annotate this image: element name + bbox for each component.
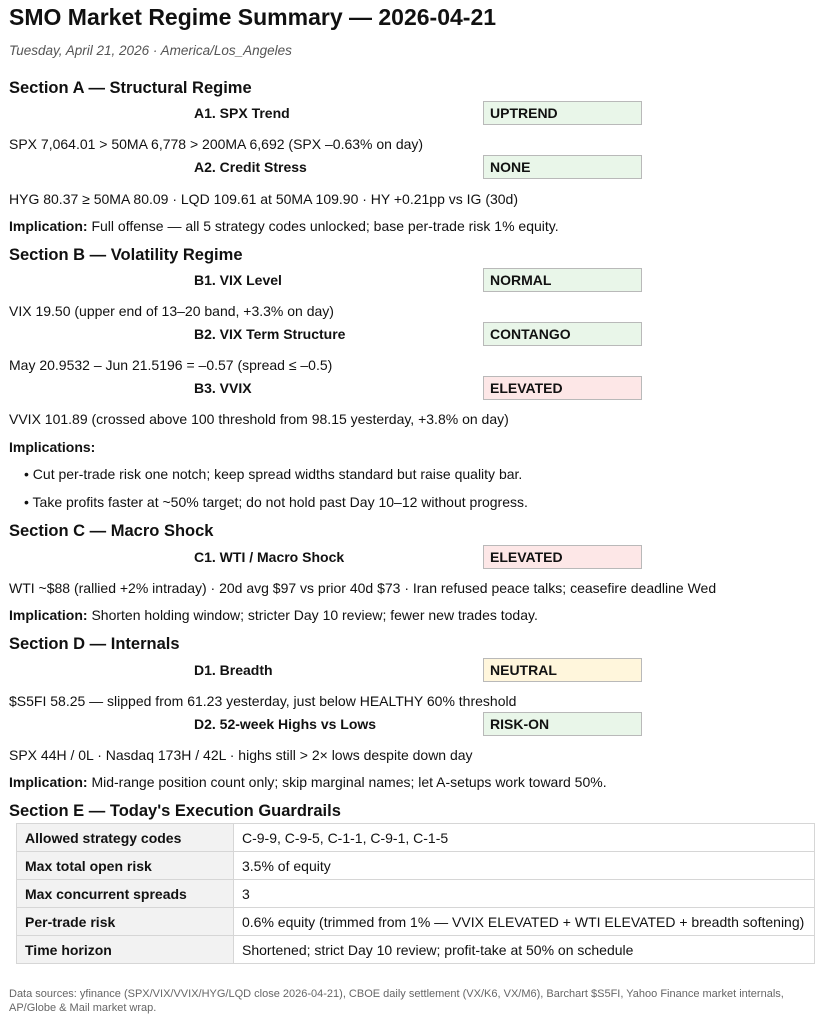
section-b-implications-label: Implications: xyxy=(9,439,96,455)
implication-label: Implication: xyxy=(9,607,88,623)
a2-status-badge: NONE xyxy=(483,155,642,179)
section-c-heading: Section C — Macro Shock xyxy=(9,522,214,540)
c1-detail: WTI ~$88 (rallied +2% intraday) · 20d avg $97 vs prior 40d $73 · Iran refused peace talks; ceasefire deadline Wed xyxy=(9,580,717,596)
bullet-text: Take profits faster at ~50% target; do not hold past Day 10–12 without progress. xyxy=(32,494,528,510)
implication-text: Full offense — all 5 strategy codes unlocked; base per-trade risk 1% equity. xyxy=(91,218,559,234)
table-row xyxy=(17,936,815,964)
section-b-heading: Section B — Volatility Regime xyxy=(9,246,243,264)
guardrail-key: Allowed strategy codes xyxy=(17,824,234,852)
b1-detail: VIX 19.50 (upper end of 13–20 band, +3.3% on day) xyxy=(9,303,334,319)
section-c-implication xyxy=(9,607,538,623)
implication-label: Implication: xyxy=(9,774,88,790)
b3-status-badge: ELEVATED xyxy=(483,376,642,400)
guardrail-value: C-9-9, C-9-5, C-1-1, C-9-1, C-1-5 xyxy=(234,824,815,852)
implication-text: Shorten holding window; stricter Day 10 review; fewer new trades today. xyxy=(91,607,538,623)
d2-detail: SPX 44H / 0L · Nasdaq 173H / 42L · highs still > 2× lows despite down day xyxy=(9,747,473,763)
a1-status-badge: UPTREND xyxy=(483,101,642,125)
d2-status-badge: RISK-ON xyxy=(483,712,642,736)
a2-detail: HYG 80.37 ≥ 50MA 80.09 · LQD 109.61 at 50MA 109.90 · HY +0.21pp vs IG (30d) xyxy=(9,191,519,207)
section-b-bullet: • Cut per-trade risk one notch; keep spread widths standard but raise quality bar. xyxy=(24,466,523,482)
implication-text: Mid-range position count only; skip marginal names; let A-setups work toward 50%. xyxy=(91,774,607,790)
b2-status-badge: CONTANGO xyxy=(483,322,642,346)
guardrail-key: Max total open risk xyxy=(17,852,234,880)
implication-label: Implication: xyxy=(9,218,88,234)
guardrail-value: 3 xyxy=(234,880,815,908)
section-e-heading: Section E — Today's Execution Guardrails xyxy=(9,802,341,820)
section-d-heading: Section D — Internals xyxy=(9,635,180,653)
d2-highs-lows-label: D2. 52-week Highs vs Lows xyxy=(194,716,377,732)
guardrail-value: 0.6% equity (trimmed from 1% — VVIX ELEVATED + WTI ELEVATED + breadth softening) xyxy=(234,908,815,936)
c1-wti-label: C1. WTI / Macro Shock xyxy=(194,549,345,565)
section-a-implication xyxy=(9,218,559,234)
b3-vvix-label: B3. VVIX xyxy=(194,380,252,396)
b3-detail: VVIX 101.89 (crossed above 100 threshold from 98.15 yesterday, +3.8% on day) xyxy=(9,411,509,427)
a2-credit-stress-label: A2. Credit Stress xyxy=(194,159,307,175)
table-row xyxy=(17,880,815,908)
a1-spx-trend-label: A1. SPX Trend xyxy=(194,105,290,121)
guardrail-key: Per-trade risk xyxy=(17,908,234,936)
d1-breadth-label: D1. Breadth xyxy=(194,662,273,678)
table-row xyxy=(17,908,815,936)
section-a-heading: Section A — Structural Regime xyxy=(9,79,252,97)
d1-status-badge: NEUTRAL xyxy=(483,658,642,682)
d1-detail: $S5FI 58.25 — slipped from 61.23 yesterday, just below HEALTHY 60% threshold xyxy=(9,693,517,709)
c1-status-badge: ELEVATED xyxy=(483,545,642,569)
page-title: SMO Market Regime Summary — 2026-04-21 xyxy=(9,4,497,30)
section-b-bullet: • Take profits faster at ~50% target; do not hold past Day 10–12 without progress. xyxy=(24,494,528,510)
guardrails-table xyxy=(16,823,815,964)
b1-status-badge: NORMAL xyxy=(483,268,642,292)
a1-detail: SPX 7,064.01 > 50MA 6,778 > 200MA 6,692 (SPX –0.63% on day) xyxy=(9,136,424,152)
bullet-text: Cut per-trade risk one notch; keep spread widths standard but raise quality bar. xyxy=(32,466,523,482)
guardrail-key: Time horizon xyxy=(17,936,234,964)
b2-term-structure-label: B2. VIX Term Structure xyxy=(194,326,346,342)
table-row xyxy=(17,824,815,852)
data-sources-footer: Data sources: yfinance (SPX/VIX/VVIX/HYG/LQD close 2026-04-21), CBOE daily settlement (VX/K6, VX/M6), Barchart $S5FI, Yahoo Finance market internals, AP/Globe & Mail market wrap. xyxy=(9,988,784,1014)
guardrail-key: Max concurrent spreads xyxy=(17,880,234,908)
date-line: Tuesday, April 21, 2026 · America/Los_Angeles xyxy=(9,43,292,58)
table-row xyxy=(17,852,815,880)
b2-detail: May 20.9532 – Jun 21.5196 = –0.57 (spread ≤ –0.5) xyxy=(9,357,333,373)
b1-vix-level-label: B1. VIX Level xyxy=(194,272,282,288)
section-d-implication xyxy=(9,774,607,790)
guardrail-value: Shortened; strict Day 10 review; profit-take at 50% on schedule xyxy=(234,936,815,964)
guardrail-value: 3.5% of equity xyxy=(234,852,815,880)
